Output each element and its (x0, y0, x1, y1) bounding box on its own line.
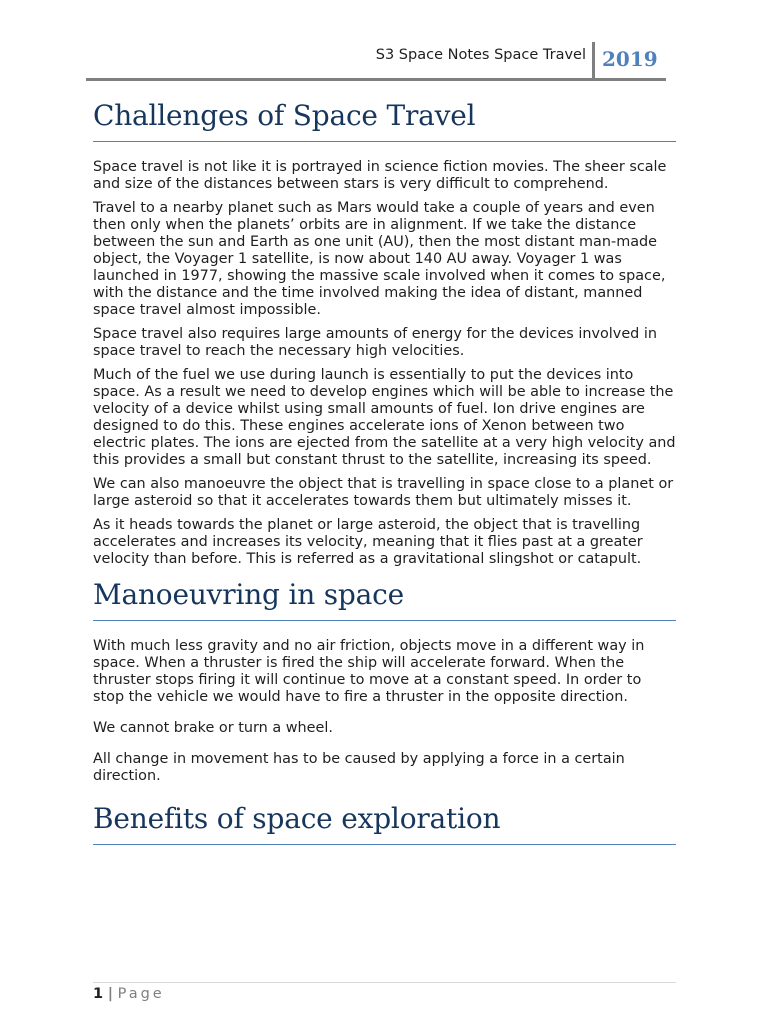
paragraph: Travel to a nearby planet such as Mars would take a couple of years and even then only when the planets’ orbits are in alignment. If we take the distance between the sun and Earth as one unit (AU), then the most distant man-made object, the Voyager 1 satellite, is now about 140 AU away. Voyager 1 was launched in 1977, showing the massive scale involved when it comes to space, with the distance and the time involved making the idea of distant, manned space travel almost impossible. (93, 200, 666, 318)
section-heading-benefits: Benefits of space exploration (93, 799, 676, 845)
section-body-challenges (93, 159, 676, 568)
paragraph: We cannot brake or turn a wheel. (93, 720, 333, 736)
header-title: S3 Space Notes Space Travel (375, 47, 586, 63)
paragraph: All change in movement has to be caused by applying a force in a certain direction. (93, 751, 625, 784)
paragraph: With much less gravity and no air friction, objects move in a different way in space. When a thruster is fired the ship will accelerate forward. When the thruster stops firing it will continue to move at a constant speed. In order to stop the vehicle we would have to fire a thruster in the opposite direction. (93, 638, 645, 705)
paragraph: Space travel is not like it is portrayed in science fiction movies. The sheer scale and size of the distances between stars is very difficult to comprehend. (93, 159, 667, 192)
paragraph: We can also manoeuvre the object that is travelling in space close to a planet or large asteroid so that it accelerates towards them but ultimately misses it. (93, 476, 674, 509)
header-year: 2019 (602, 47, 658, 71)
paragraph: Much of the fuel we use during launch is essentially to put the devices into space. As a result we need to develop engines which will be able to increase the velocity of a device whilst using small amounts of fuel. Ion drive engines are designed to do this. These engines accelerate ions of Xenon between two electric plates. The ions are ejected from the satellite at a very high velocity and this provides a small but constant thrust to the satellite, increasing its speed. (93, 367, 676, 468)
header-divider (592, 42, 595, 78)
section-body-manoeuvring (93, 638, 676, 785)
section-heading-challenges: Challenges of Space Travel (93, 96, 676, 142)
page-label: Page (117, 986, 165, 1002)
footer-separator: | (107, 986, 113, 1002)
page-number: 1 (93, 986, 104, 1002)
paragraph: As it heads towards the planet or large asteroid, the object that is travelling accelerates and increases its velocity, meaning that it flies past at a greater velocity than before. This is referred as a gravitational slingshot or catapult. (93, 517, 643, 567)
paragraph: Space travel also requires large amounts of energy for the devices involved in space travel to reach the necessary high velocities. (93, 326, 658, 359)
document-body (93, 96, 676, 845)
section-heading-manoeuvring: Manoeuvring in space (93, 575, 676, 621)
page-header (86, 42, 666, 81)
page-footer (93, 982, 676, 1002)
